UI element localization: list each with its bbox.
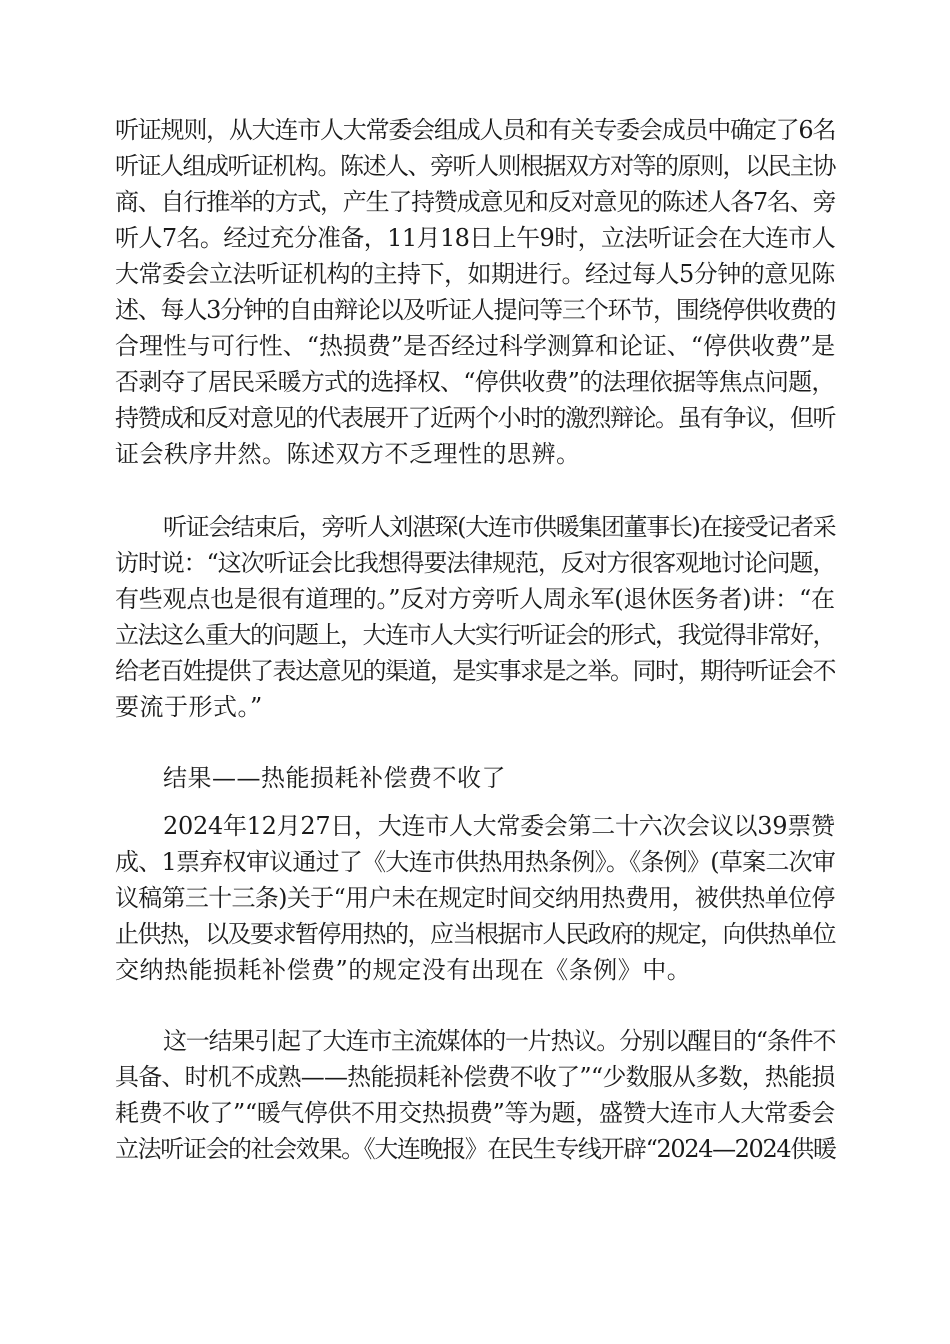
text-line: 交纳热能损耗补偿费”的规定没有出现在《条例》中。 [115, 956, 692, 984]
text-line: 大常委会立法听证机构的主持下，如期进行。经过每人5分钟的意见陈 [115, 260, 835, 288]
text-line: 听证规则，从大连市人大常委会组成人员和有关专委会成员中确定了6名 [115, 116, 836, 144]
text-line: 听人7名。经过充分准备，11月18日上午9时，立法听证会在大连市人 [115, 224, 836, 252]
text-line: 有些观点也是很有道理的。”反对方旁听人周永军(退休医务者)讲：“在 [115, 585, 835, 613]
text-line: 合理性与可行性、“热损费”是否经过科学测算和论证、“停供收费”是 [115, 332, 836, 360]
text-line: 访时说：“这次听证会比我想得要法律规范，反对方很客观地讨论问题， [115, 549, 836, 577]
text-line: 听证会结束后，旁听人刘湛琛(大连市供暖集团董事长)在接受记者采 [163, 513, 836, 541]
section-heading: 结果——热能损耗补偿费不收了 [163, 764, 506, 792]
text-line: 否剥夺了居民采暖方式的选择权、“停供收费”的法理依据等焦点问题， [115, 368, 835, 396]
text-line: 证会秩序井然。陈述双方不乏理性的思辨。 [115, 440, 581, 468]
text-line: 述、每人3分钟的自由辩论以及听证人提问等三个环节，围绕停供收费的 [115, 296, 836, 324]
text-line: 这一结果引起了大连市主流媒体的一片热议。分别以醒目的“条件不 [163, 1027, 836, 1055]
text-line: 立法听证会的社会效果。《大连晚报》在民生专线开辟“2024—2024供暖 [115, 1135, 836, 1163]
text-line: 听证人组成听证机构。陈述人、旁听人则根据双方对等的原则，以民主协 [115, 152, 835, 180]
text-line: 要流于形式。” [115, 693, 263, 721]
text-line: 成、1票弃权审议通过了《大连市供热用热条例》。《条例》(草案二次审 [115, 848, 836, 876]
text-line: 立法这么重大的问题上，大连市人大实行听证会的形式，我觉得非常好， [115, 621, 835, 649]
text-line: 持赞成和反对意见的代表展开了近两个小时的激烈辩论。虽有争议，但听 [115, 404, 835, 432]
text-line: 具备、时机不成熟——热能损耗补偿费不收了”“少数服从多数，热能损 [115, 1063, 835, 1091]
text-line: 耗费不收了”“暖气停供不用交热损费”等为题，盛赞大连市人大常委会 [115, 1099, 835, 1127]
text-line: 止供热，以及要求暂停用热的，应当根据市人民政府的规定，向供热单位 [115, 920, 835, 948]
text-line: 给老百姓提供了表达意见的渠道，是实事求是之举。同时，期待听证会不 [115, 657, 835, 685]
text-line: 议稿第三十三条)关于“用户未在规定时间交纳用热费用，被供热单位停 [115, 884, 835, 912]
text-line: 2024年12月27日，大连市人大常委会第二十六次会议以39票赞 [163, 812, 835, 840]
text-line: 商、自行推举的方式，产生了持赞成意见和反对意见的陈述人各7名、旁 [115, 188, 836, 216]
